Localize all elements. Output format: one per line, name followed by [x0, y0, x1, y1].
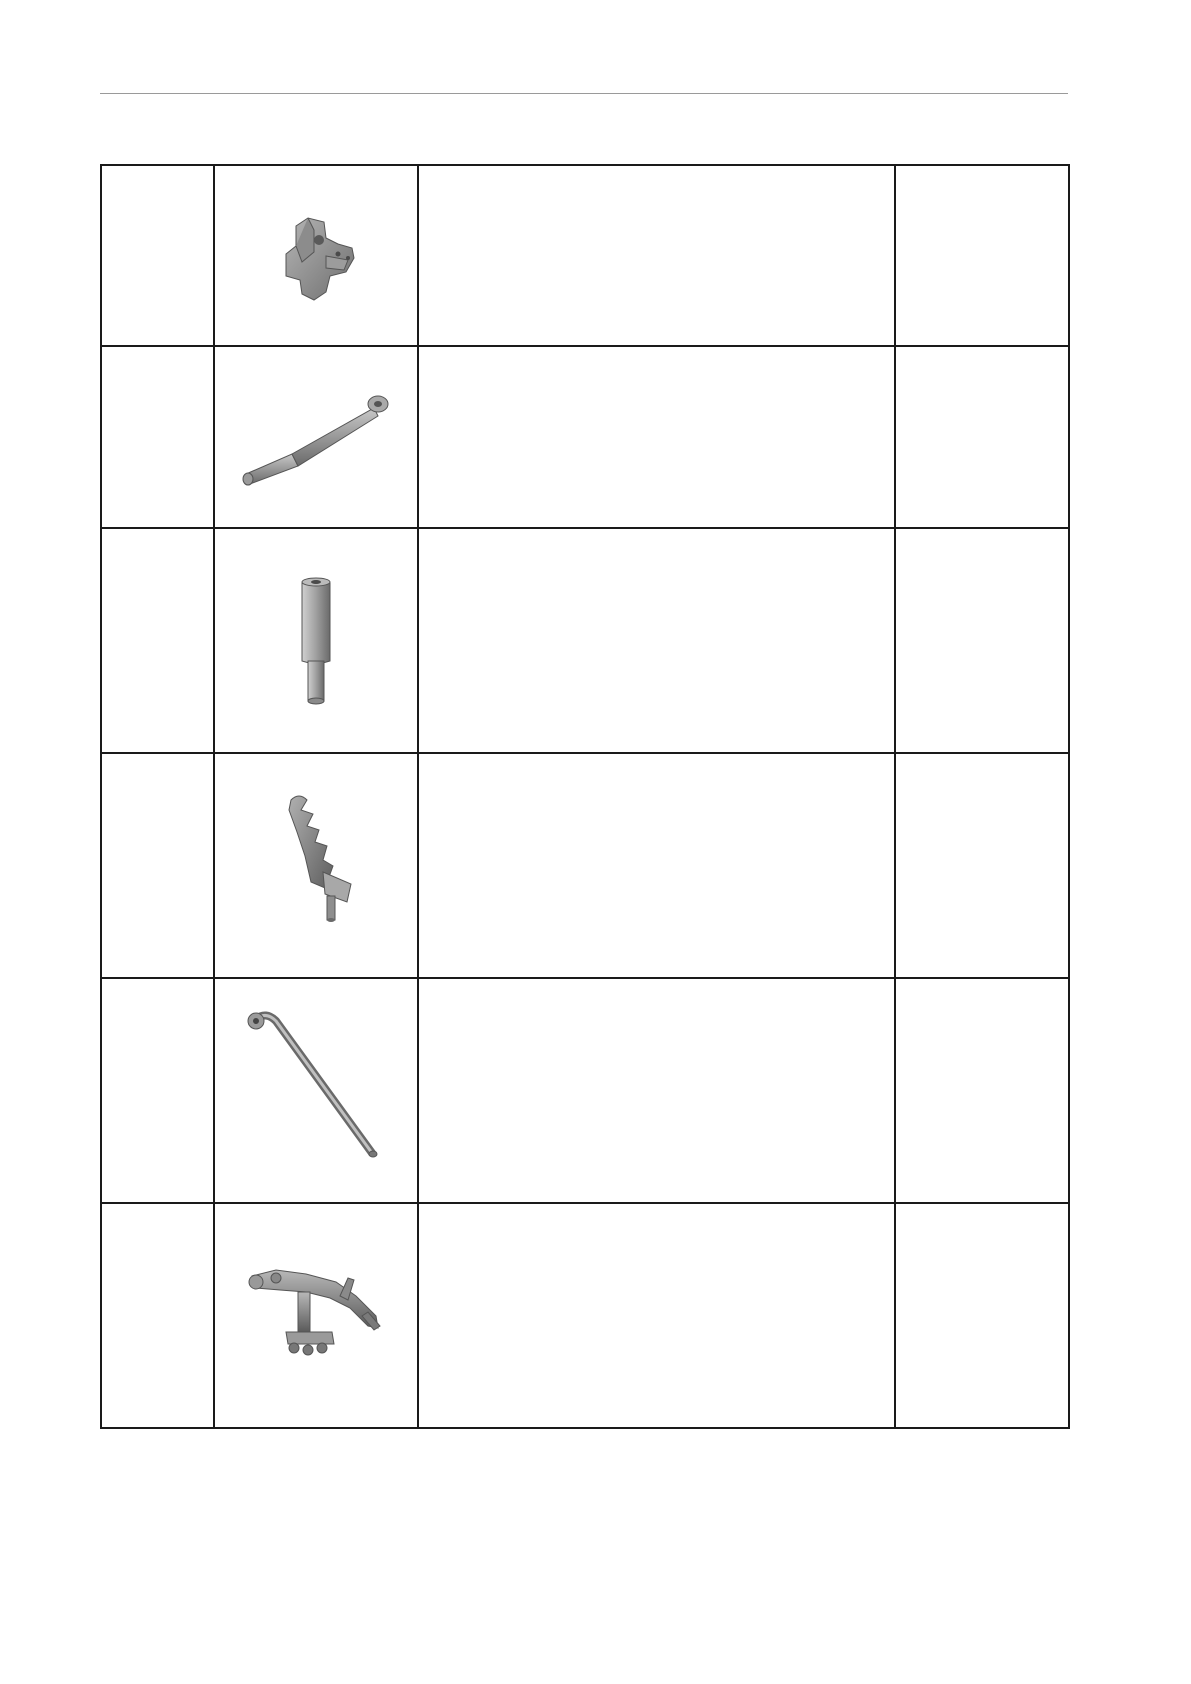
quantity-cell — [895, 753, 1069, 978]
description-cell — [418, 1203, 895, 1428]
description-cell — [418, 346, 895, 528]
parts-table — [100, 164, 1070, 1429]
description-cell — [418, 978, 895, 1203]
bent-rod-part-icon — [236, 1001, 396, 1181]
part-image-cell — [214, 528, 417, 753]
description-cell — [418, 753, 895, 978]
part-image-cell — [214, 753, 417, 978]
item-number-cell — [101, 1203, 214, 1428]
description-cell — [418, 165, 895, 346]
part-image-cell — [214, 165, 417, 346]
item-number-cell — [101, 978, 214, 1203]
notched-lever-part-icon — [261, 786, 371, 946]
description-cell — [418, 528, 895, 753]
quantity-cell — [895, 165, 1069, 346]
header-rule — [100, 93, 1068, 94]
linkage-assembly-part-icon — [236, 1256, 396, 1376]
item-number-cell — [101, 528, 214, 753]
bracket-block-part-icon — [256, 196, 376, 316]
quantity-cell — [895, 528, 1069, 753]
rod-end-link-part-icon — [236, 382, 396, 492]
table-row — [101, 346, 1069, 528]
table-row — [101, 528, 1069, 753]
part-image-cell — [214, 346, 417, 528]
part-image-cell — [214, 978, 417, 1203]
table-row — [101, 978, 1069, 1203]
item-number-cell — [101, 346, 214, 528]
table-row — [101, 753, 1069, 978]
quantity-cell — [895, 978, 1069, 1203]
quantity-cell — [895, 346, 1069, 528]
table-row — [101, 165, 1069, 346]
quantity-cell — [895, 1203, 1069, 1428]
item-number-cell — [101, 753, 214, 978]
item-number-cell — [101, 165, 214, 346]
table-row — [101, 1203, 1069, 1428]
hex-standoff-part-icon — [276, 571, 356, 711]
part-image-cell — [214, 1203, 417, 1428]
